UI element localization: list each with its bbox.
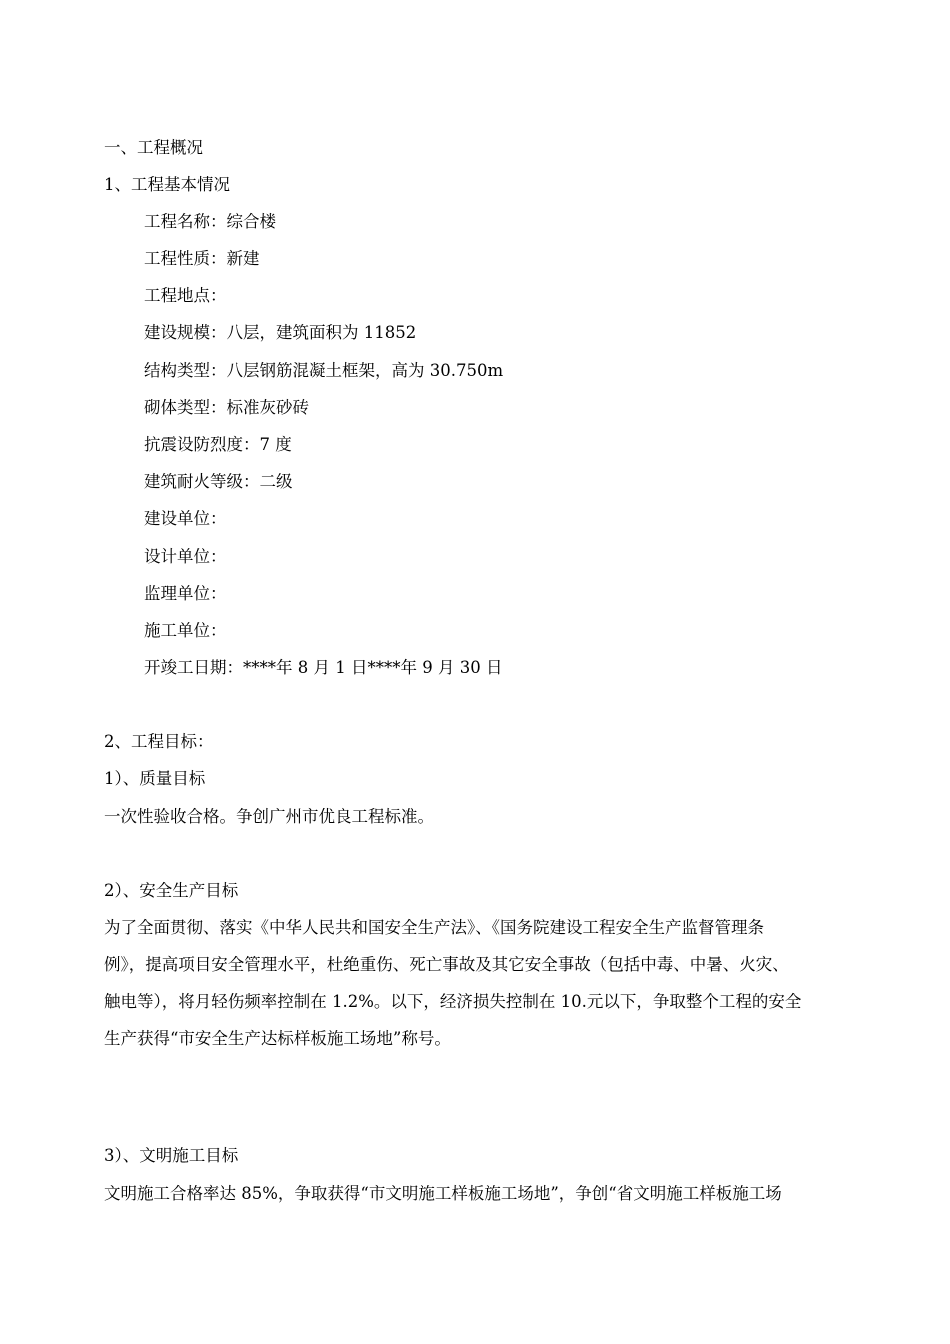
info-project-nature: 工程性质：新建 — [144, 249, 260, 268]
paragraph-line: 生产获得“市安全生产达标样板施工场地”称号。 — [104, 1029, 451, 1048]
civil-target-text: 文明施工合格率达 85%，争取获得“市文明施工样板施工场地”，争创“省文明施工样板施工场 — [104, 1184, 782, 1203]
info-fire-rating: 建筑耐火等级：二级 — [144, 472, 293, 491]
subsection-title: 1、工程基本情况 — [104, 175, 230, 194]
info-project-name: 工程名称：综合楼 — [144, 212, 276, 231]
paragraph-line: 触电等），将月轻伤频率控制在 1.2%。以下，经济损失控制在 10.元以下，争取整个工程的安全 — [104, 992, 802, 1011]
info-seismic-intensity: 抗震设防烈度：7 度 — [144, 435, 292, 454]
quality-target-text: 一次性验收合格。争创广州市优良工程标准。 — [104, 807, 434, 826]
safety-target-paragraph — [104, 909, 869, 1057]
info-supervisor: 监理单位： — [144, 584, 227, 603]
paragraph-line: 例》，提高项目安全管理水平，杜绝重伤、死亡事故及其它安全事故（包括中毒、中暑、火灾、 — [104, 955, 789, 974]
info-contractor: 施工单位： — [144, 621, 227, 640]
info-designer: 设计单位： — [144, 547, 227, 566]
paragraph-line: 为了全面贯彻、落实《中华人民共和国安全生产法》、《国务院建设工程安全生产监督管理条 — [104, 918, 764, 937]
info-owner: 建设单位： — [144, 509, 227, 528]
info-project-location: 工程地点： — [144, 286, 227, 305]
info-scale: 建设规模：八层，建筑面积为 11852 — [144, 323, 417, 342]
civil-target-title: 3）、文明施工目标 — [104, 1146, 239, 1165]
safety-target-title: 2）、安全生产目标 — [104, 881, 239, 900]
info-schedule: 开竣工日期：****年 8 月 1 日****年 9 月 30 日 — [144, 658, 503, 677]
subsection-title: 2、工程目标： — [104, 732, 214, 751]
info-masonry-type: 砌体类型：标准灰砂砖 — [144, 398, 309, 417]
info-structure-type: 结构类型：八层钢筋混凝土框架，高为 30.750m — [144, 361, 504, 380]
quality-target-title: 1）、质量目标 — [104, 769, 206, 788]
section-title: 一、工程概况 — [104, 138, 203, 157]
